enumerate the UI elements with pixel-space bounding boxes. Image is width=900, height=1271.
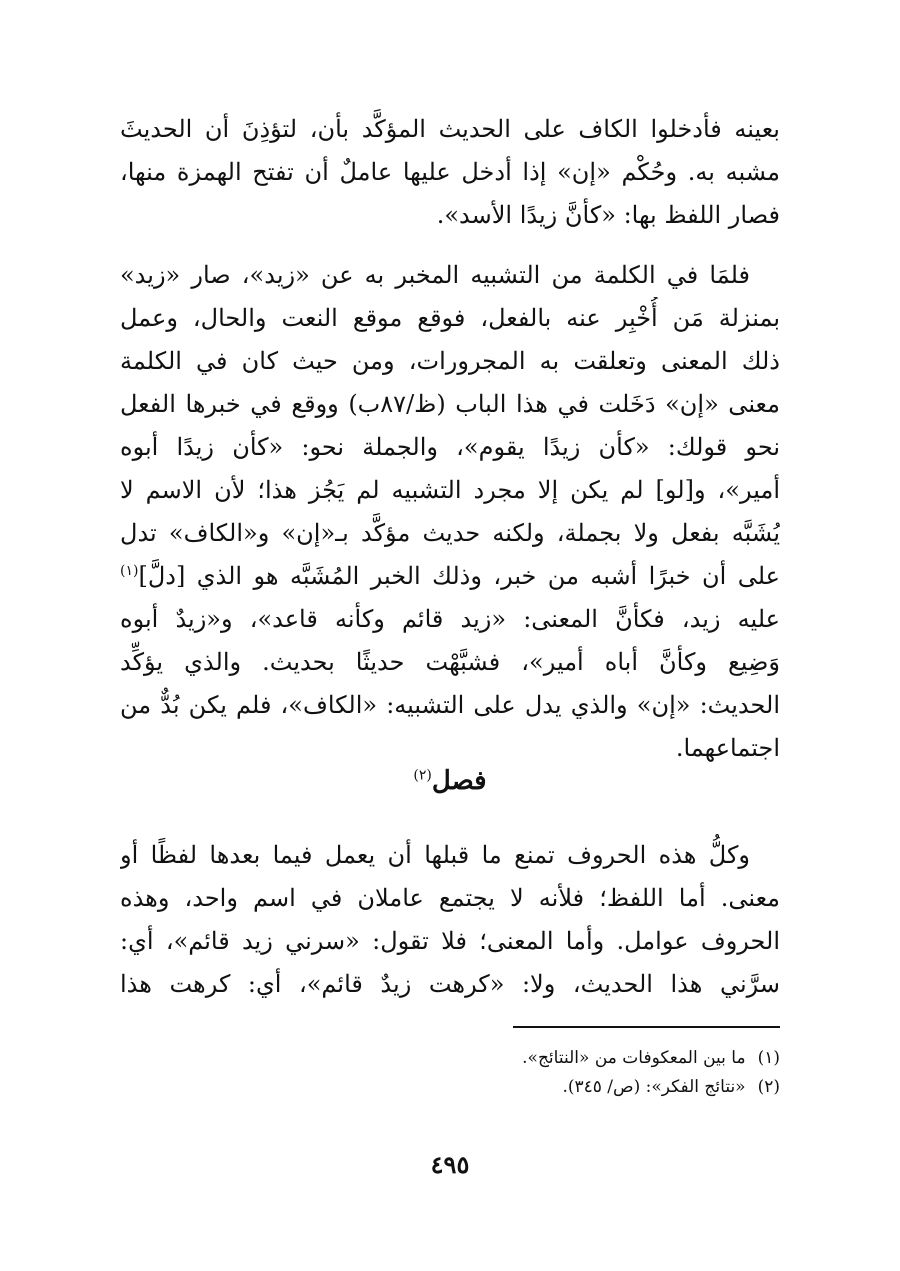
footnote-number: (٢): [757, 1077, 780, 1097]
footnotes: [120, 1044, 780, 1102]
text-line: بعينه فأدخلوا الكاف على الحديث المؤكَّد بأن، لتؤذِنَ أن الحديثَ: [120, 115, 780, 143]
text-line: نحو قولك: «كأن زيدًا يقوم»، والجملة نحو: «كأن زيدًا أبوه: [120, 433, 780, 461]
paragraph-3: [120, 834, 780, 1006]
text-line-content: على أن خبرًا أشبه من خبر، وذلك الخبر المُشَبَّه هو الذي [دلَّ]: [138, 562, 780, 590]
text-line: بمنزلة مَن أُخْبِر عنه بالفعل، فوقع موقع النعت والحال، وعمل: [120, 304, 780, 332]
text-line: عليه زيد، فكأنَّ المعنى: «زيد قائم وكأنه قاعد»، و«زيدٌ أبوه: [120, 605, 780, 633]
paragraph-2: [120, 254, 780, 770]
text-line: سرَّني هذا الحديث، ولا: «كرهت زيدٌ قائم»، أي: كرهت هذا: [120, 970, 780, 998]
text-line: وَضِيع وكأنَّ أباه أمير»، فشبَّهْت حديثًا بحديث. والذي يؤكِّد: [120, 648, 780, 676]
text-line: الحديث: «إن» والذي يدل على التشبيه: «الكاف»، فلم يكن بُدٌّ من: [120, 691, 780, 719]
footnote-number: (١): [757, 1048, 780, 1068]
paragraph-1: [120, 108, 780, 237]
text-line: وكلُّ هذه الحروف تمنع ما قبلها أن يعمل فيما بعدها لفظًا أو: [120, 841, 750, 869]
text-line: فصار اللفظ بها: «كأنَّ زيدًا الأسد».: [436, 201, 780, 229]
text-line-with-footnote: [120, 555, 780, 598]
text-line: الحروف عوامل. وأما المعنى؛ فلا تقول: «سرني زيد قائم»، أي:: [120, 927, 780, 955]
text-line: مشبه به. وحُكْم «إن» إذا أدخل عليها عاملٌ أن تفتح الهمزة منها،: [120, 158, 780, 186]
section-heading-text: فصل: [431, 766, 487, 796]
footnote-text: ما بين المعكوفات من «النتائج».: [522, 1048, 746, 1068]
text-line: اجتماعهما.: [675, 734, 780, 762]
footnote-2: [120, 1073, 780, 1102]
text-line: أمير»، و[لو] لم يكن إلا مجرد التشبيه لم يَجُز هذا؛ لأن الاسم لا: [120, 476, 780, 504]
footnote-marker-2: (٢): [413, 767, 432, 784]
text-line: ذلك المعنى وتعلقت به المجرورات، ومن حيث كان في الكلمة: [120, 347, 780, 375]
text-line: معنى. أما اللفظ؛ فلأنه لا يجتمع عاملان في اسم واحد، وهذه: [120, 884, 780, 912]
page-number: ٤٩٥: [430, 1150, 470, 1179]
footnote-separator: [513, 1026, 780, 1028]
footnote-text: «نتائج الفكر»: (ص/ ٣٤٥).: [562, 1077, 746, 1097]
text-line: معنى «إن» دَخَلت في هذا الباب (ظ/٨٧ب) ووقع في خبرها الفعل: [120, 390, 780, 418]
text-line: فلمَا في الكلمة من التشبيه المخبر به عن «زيد»، صار «زيد»: [120, 261, 750, 289]
footnote-1: [120, 1044, 780, 1073]
footnote-marker-1: (١): [120, 563, 139, 579]
text-line: يُشَبَّه بفعل ولا بجملة، ولكنه حديث مؤكَّد بـ«إن» و«الكاف» تدل: [120, 519, 780, 547]
section-heading: [120, 760, 780, 803]
